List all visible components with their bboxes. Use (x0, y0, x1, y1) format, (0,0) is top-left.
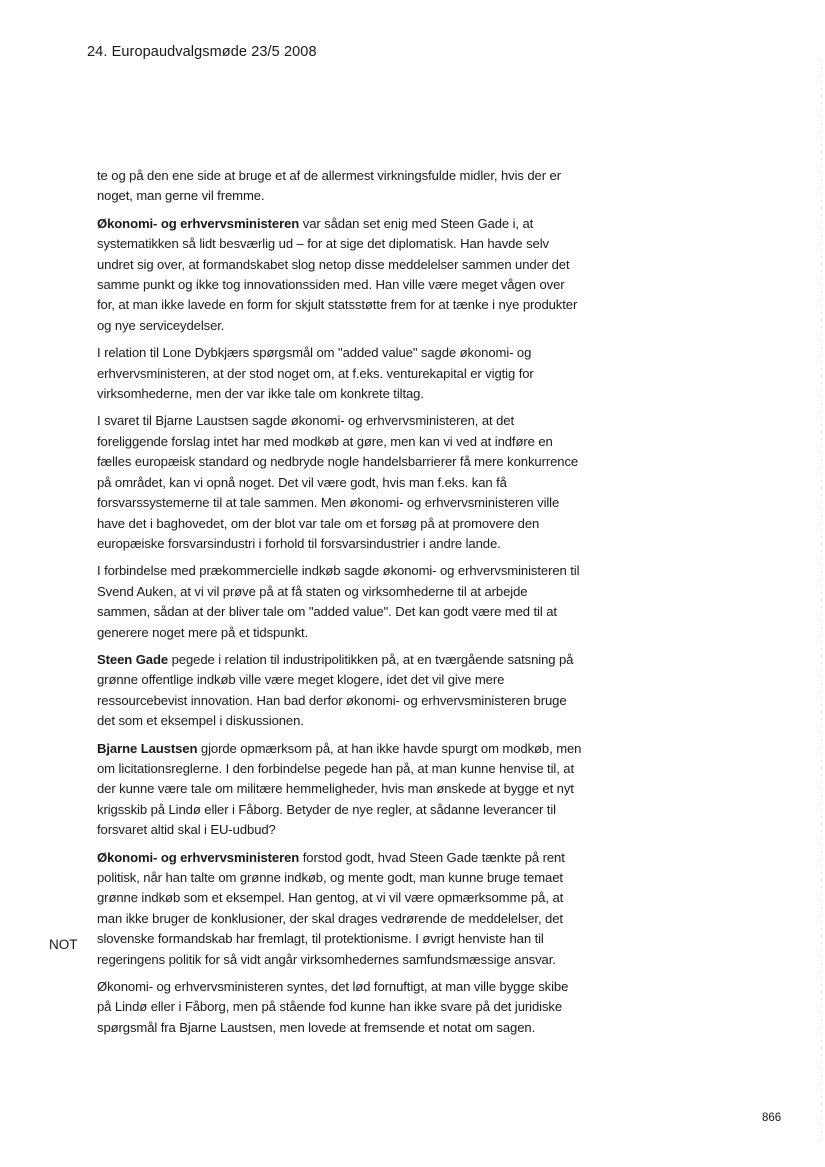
paragraph-text: I forbindelse med prækommercielle indkøb sagde økonomi- og erhvervsministeren til Svend Auken, at vi vil prøve på at få staten og virksomhederne til at arbejde sammen, sådan at der bliver tale om "added value". Det kan godt være med til at generere noget mere på et tidspunkt. (97, 563, 580, 640)
paragraph-text: pegede i relation til industripolitikken på, at en tværgående satsning på grønne offentlige indkøb ville være meget klogere, idet det vil give mere ressourcebevist innovation. Han bad derfor økonomi- og erhvervsministeren bruge det som et eksempel i diskussionen. (97, 651, 574, 729)
page-number: 866 (762, 1112, 782, 1124)
scan-edge-artifact (821, 60, 822, 1140)
paragraph (97, 561, 583, 643)
paragraph-text: var sådan set enig med Steen Gade i, at systematikken så lidt besværlig ud – for at sige det diplomatisk. Han havde selv undret sig over, at formandskabet slog netop disse meddelelser sammen under det samme punkt og ikke tog innovationssiden med. Han ville være meget vågen over for, at man ikke lavede en form for skjult statsstøtte frem for at tænke i nye produkter og nye serviceydelser. (97, 215, 578, 333)
paragraph (97, 739, 583, 841)
margin-note: NOT (49, 937, 78, 952)
paragraph (97, 343, 583, 404)
paragraph-text: forstod godt, hvad Steen Gade tænkte på rent politisk, når han talte om grønne indkøb, og mente godt, man kunne bruge temaet grønne indkøb som et eksempel. Han gentog, at vi vil være opmærksomme på, at man ikke bruger de konklusioner, der skal drages vedrørende de meddelelser, det slovenske formandskab har fremlagt, til protektionisme. I øvrigt henviste han til regeringens politik for så vidt angår virksomhedernes samfundsmæssige ansvar. (97, 849, 565, 967)
paragraph (97, 166, 583, 207)
speaker-name: Økonomi- og erhvervsministeren (97, 849, 300, 865)
document-body (97, 166, 583, 1045)
speaker-name: Økonomi- og erhvervsministeren (97, 215, 300, 231)
document-header: 24. Europaudvalgsmøde 23/5 2008 (87, 44, 317, 60)
paragraph-text: I relation til Lone Dybkjærs spørgsmål om "added value" sagde økonomi- og erhvervsministeren, at der stod noget om, at f.eks. venturekapital er vigtig for virksomhederne, men der var ikke tale om konkrete tiltag. (97, 345, 534, 402)
paragraph (97, 214, 583, 336)
paragraph-text: Økonomi- og erhvervsministeren syntes, det lød fornuftigt, at man ville bygge skibe på Lindø eller i Fåborg, men på stående fod kunne han ikke svare på det juridiske spørgsmål fra Bjarne Laustsen, men lovede at fremsende et notat om sagen. (97, 979, 569, 1035)
paragraph (97, 977, 583, 1038)
paragraph (97, 411, 583, 554)
speaker-name: Bjarne Laustsen (97, 740, 198, 756)
paragraph-text: gjorde opmærksom på, at han ikke havde spurgt om modkøb, men om licitationsreglerne. I den forbindelse pegede han på, at man kunne henvise til, at der kunne være tale om militære hemmeligheder, hvis man ønskede at bygge et nyt krigsskib på Lindø eller i Fåborg. Betyder de nye regler, at sådanne leverancer til forsvaret altid skal i EU-udbud? (97, 740, 582, 838)
paragraph-text: I svaret til Bjarne Laustsen sagde økonomi- og erhvervsministeren, at det foreliggende forslag intet har med modkøb at gøre, men kan vi ved at indføre en fælles europæisk standard og nedbryde nogle handelsbarrierer få mere konkurrence på området, kan vi opnå noget. Det vil være godt, hvis man f.eks. kan få forsvarssystemerne til at tale sammen. Men økonomi- og erhvervsministeren ville have det i baghovedet, om der blot var tale om et forsøg på at promovere den europæiske forsvarsindustri i forhold til forsvarsindustrier i andre lande. (97, 413, 579, 551)
paragraph (97, 650, 583, 732)
paragraph-text: te og på den ene side at bruge et af de allermest virkningsfulde midler, hvis der er noget, man gerne vil fremme. (97, 168, 561, 204)
speaker-name: Steen Gade (97, 651, 169, 667)
paragraph (97, 848, 583, 970)
